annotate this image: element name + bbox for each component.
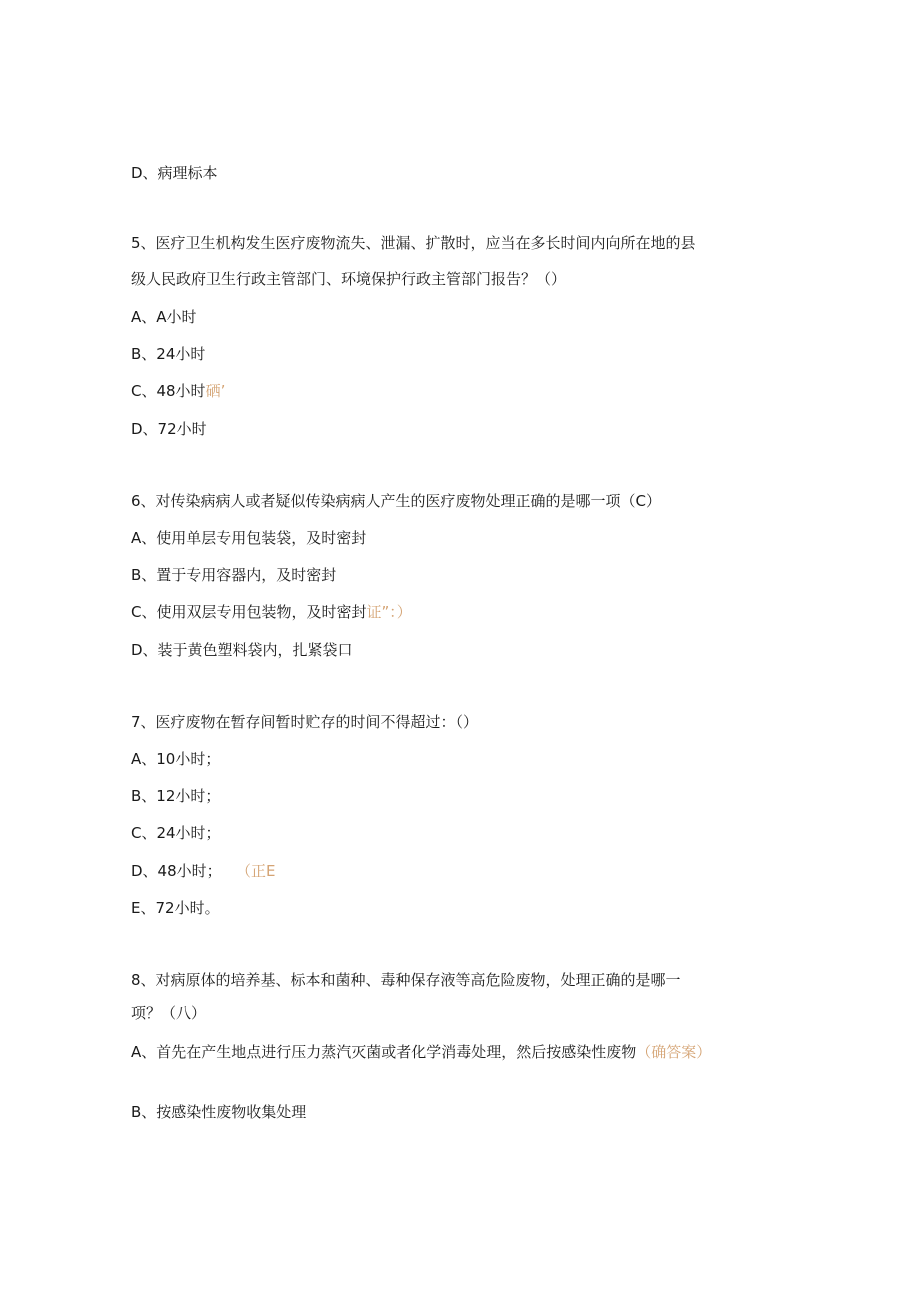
q8-stem-line-1: 8、对病原体的培养基、标本和菌种、毒种保存液等高危险废物，处理正确的是哪一 — [131, 971, 681, 989]
q8-stem-line-2: 项？（八） — [131, 1004, 207, 1022]
q6-option-c — [131, 602, 412, 622]
q7-option-d-annotation: （正E — [235, 862, 276, 880]
q6-option-c-text: C、使用双层专用包装物，及时密封 — [131, 603, 367, 621]
q6-option-c-annotation: 证”：） — [366, 603, 412, 621]
q6-option-d: D、装于黄色塑料袋内，扎紧袋口 — [131, 641, 353, 659]
q5-option-c-annotation: 硒’ — [205, 382, 226, 400]
q7-option-e: E、72小时。 — [131, 899, 220, 917]
q7-option-b: B、12小时； — [131, 787, 221, 805]
q5-option-c — [131, 381, 225, 401]
q8-option-a — [131, 1041, 761, 1063]
q5-option-b: B、24小时 — [131, 345, 206, 363]
q7-option-a: A、10小时； — [131, 750, 221, 768]
q5-option-a: A、A小时 — [131, 308, 197, 326]
q8-option-b: B、按感染性废物收集处理 — [131, 1103, 307, 1121]
q4-option-d: D、病理标本 — [131, 164, 218, 182]
q6-option-a: A、使用单层专用包装袋，及时密封 — [131, 529, 367, 547]
q5-option-c-text: C、48小时 — [131, 382, 206, 400]
q6-option-b: B、置于专用容器内，及时密封 — [131, 566, 337, 584]
q7-option-d — [131, 861, 275, 881]
q5-stem-line-1: 5、医疗卫生机构发生医疗废物流失、泄漏、扩散时，应当在多长时间内向所在地的县 — [131, 234, 696, 252]
q8-option-a-text: A、首先在产生地点进行压力蒸汽灭菌或者化学消毒处理，然后按感染性废物 — [131, 1043, 637, 1061]
q7-option-c: C、24小时； — [131, 824, 221, 842]
q6-stem: 6、对传染病病人或者疑似传染病病人产生的医疗废物处理正确的是哪一项（C） — [131, 492, 662, 510]
q7-stem: 7、医疗废物在暂存间暂时贮存的时间不得超过：（） — [131, 713, 479, 731]
q5-stem-line-2: 级人民政府卫生行政主管部门、环境保护行政主管部门报告？（） — [131, 270, 567, 288]
q8-option-a-annotation: （确答案） — [636, 1043, 712, 1061]
q5-option-d: D、72小时 — [131, 420, 207, 438]
q7-option-d-text: D、48小时； — [131, 862, 222, 880]
